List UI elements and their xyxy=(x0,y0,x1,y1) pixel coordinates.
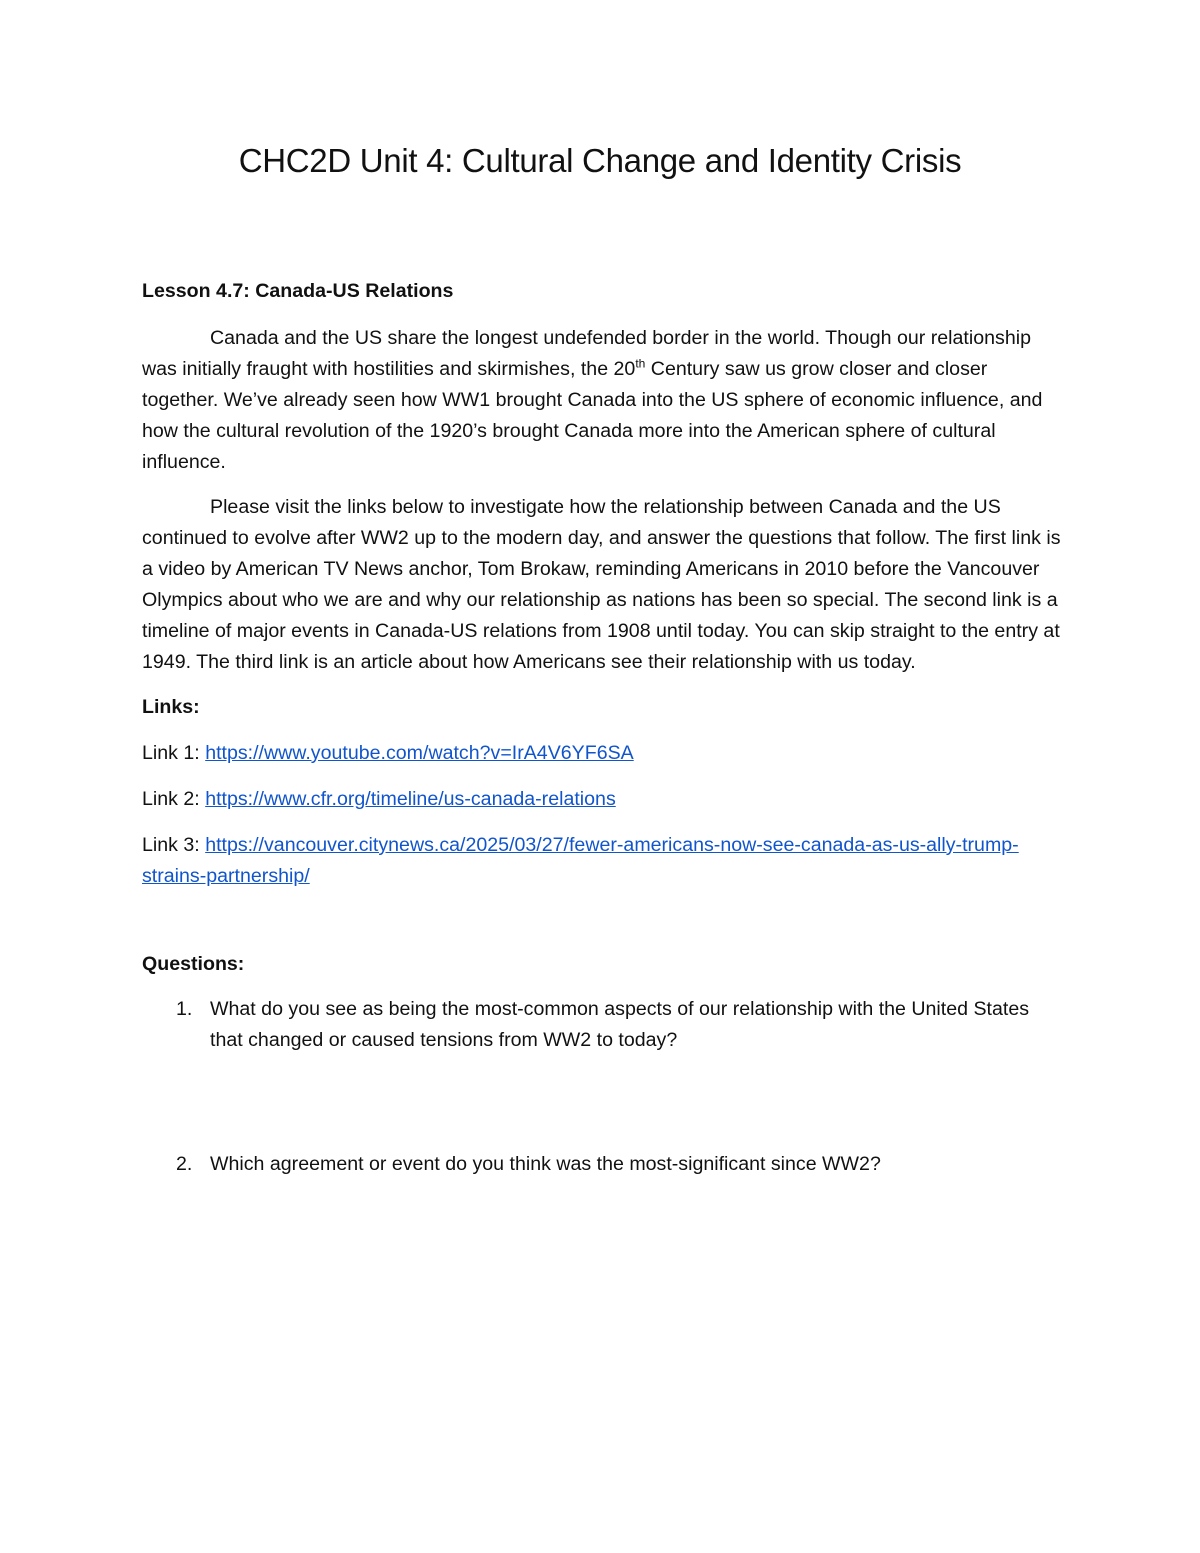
question-text-1: What do you see as being the most-common aspects of our relationship with the United States that changed or caused tensions from WW2 to today? xyxy=(210,998,1030,1051)
link-row-1 xyxy=(142,738,1062,769)
document-title: CHC2D Unit 4: Cultural Change and Identity Crisis xyxy=(238,142,962,179)
intro-paragraph-text-1: Canada and the US share the longest undefended border in the world. Though our relationship was initially fraught with hostilities and skirmishes, the 20 xyxy=(142,327,1031,380)
link-label-3: Link 3: xyxy=(142,834,200,856)
question-text-2: Which agreement or event do you think was the most-significant since WW2? xyxy=(210,1153,881,1175)
link-row-3 xyxy=(142,830,1062,892)
link-url-3[interactable]: https://vancouver.citynews.ca/2025/03/27/fewer-americans-now-see-canada-as-us-ally-trump-strains-partnership/ xyxy=(142,834,1019,887)
questions-list xyxy=(142,994,1062,1180)
lesson-heading: Lesson 4.7: Canada-US Relations xyxy=(142,280,454,302)
link-url-1[interactable]: https://www.youtube.com/watch?v=IrA4V6YF6SA xyxy=(205,742,634,764)
instructions-paragraph: Please visit the links below to investigate how the relationship between Canada and the US continued to evolve after WW2 up to the modern day, and answer the questions that follow. The first link is a video by American TV News anchor, Tom Brokaw, reminding Americans in 2010 before the Vancouver Olympics about who we are and why our relationship as nations has been so special. The second link is a timeline of major events in Canada-US relations from 1908 until today. You can skip straight to the entry at 1949. The third link is an article about how Americans see their relationship with us today. xyxy=(142,496,1061,673)
link-label-1: Link 1: xyxy=(142,742,200,764)
ordinal-superscript: th xyxy=(635,356,646,371)
questions-heading: Questions: xyxy=(142,953,245,975)
question-item-1 xyxy=(142,994,1062,1056)
question-number-1: 1. xyxy=(176,998,193,1020)
link-row-2 xyxy=(142,784,1062,815)
question-number-2: 2. xyxy=(176,1153,193,1175)
intro-paragraph-text-2: Century saw us grow closer and closer together. We’ve already seen how WW1 brought Canada into the US sphere of economic influence, and how the cultural revolution of the 1920’s brought Canada more into the American sphere of cultural influence. xyxy=(142,358,1043,473)
question-item-2 xyxy=(142,1149,1062,1180)
link-label-2: Link 2: xyxy=(142,788,200,810)
link-url-2[interactable]: https://www.cfr.org/timeline/us-canada-relations xyxy=(205,788,616,810)
links-heading: Links: xyxy=(142,696,200,718)
intro-paragraph xyxy=(142,323,1062,478)
document-body xyxy=(142,276,1062,1180)
